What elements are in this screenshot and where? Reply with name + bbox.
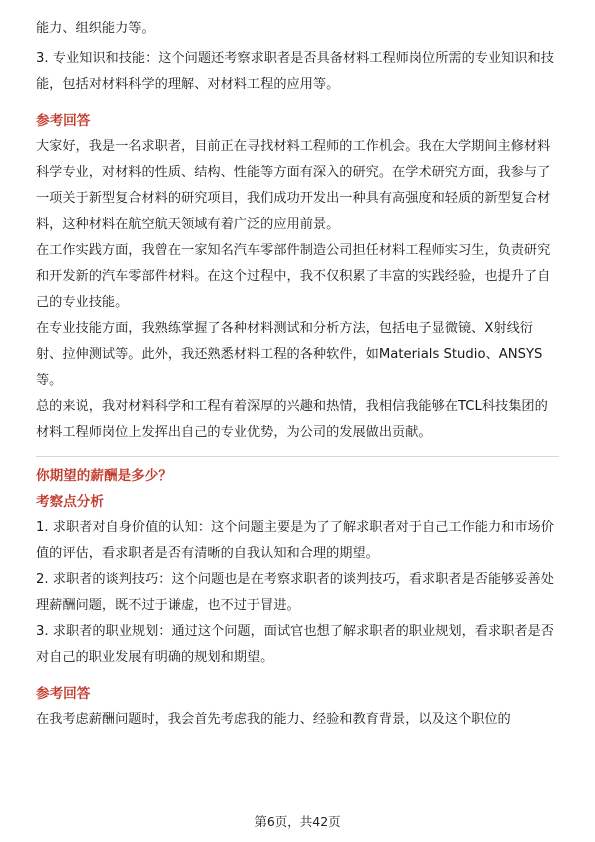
answer-paragraph: 在工作实践方面，我曾在一家知名汽车零部件制造公司担任材料工程师实习生，负责研究和开发新的汽车零部件材料。在这个过程中，我不仅积累了丰富的实践经验，也提升了自己的专业技能。 bbox=[36, 243, 551, 310]
analysis-point-3: 3. 专业知识和技能：这个问题还考察求职者是否具备材料工程师岗位所需的专业知识和技能，包括对材料科学的理解、对材料工程的应用等。 bbox=[36, 51, 554, 92]
section-divider bbox=[36, 456, 559, 457]
analysis-heading: 考察点分析 bbox=[36, 494, 104, 510]
analysis-point: 1. 求职者对自身价值的认知：这个问题主要是为了了解求职者对于自己工作能力和市场价值的评估，看求职者是否有清晰的自我认知和合理的期望。 bbox=[36, 520, 554, 561]
reference-answer-heading: 参考回答 bbox=[36, 113, 91, 129]
reference-answer-heading-2: 参考回答 bbox=[36, 686, 91, 702]
answer-paragraph: 在专业技能方面，我熟练掌握了各种材料测试和分析方法，包括电子显微镜、X射线衍射、拉伸测试等。此外，我还熟悉材料工程的各种软件，如Materials Studio、ANSYS等。 bbox=[36, 321, 543, 388]
answer-paragraph-start: 在我考虑薪酬问题时，我会首先考虑我的能力、经验和教育背景，以及这个职位的 bbox=[36, 712, 511, 727]
answer-paragraph: 大家好，我是一名求职者，目前正在寻找材料工程师的工作机会。我在大学期间主修材料科学专业，对材料的性质、结构、性能等方面有深入的研究。在学术研究方面，我参与了一项关于新型复合材料的研究项目，我们成功开发出一种具有高强度和轻质的新型复合材料，这种材料在航空航天领域有着广泛的应用前景。 bbox=[36, 139, 551, 232]
question-heading: 你期望的薪酬是多少？ bbox=[36, 468, 172, 484]
page-content bbox=[36, 16, 559, 733]
analysis-point: 2. 求职者的谈判技巧：这个问题也是在考察求职者的谈判技巧，看求职者是否能够妥善处理薪酬问题，既不过于谦虚，也不过于冒进。 bbox=[36, 572, 554, 613]
answer-paragraph: 总的来说，我对材料科学和工程有着深厚的兴趣和热情，我相信我能够在TCL科技集团的材料工程师岗位上发挥出自己的专业优势，为公司的发展做出贡献。 bbox=[36, 399, 548, 440]
analysis-point: 3. 求职者的职业规划：通过这个问题，面试官也想了解求职者的职业规划，看求职者是否对自己的职业发展有明确的规划和期望。 bbox=[36, 624, 554, 665]
page-number-footer: 第6页，共42页 bbox=[254, 814, 341, 829]
intro-tail-text: 能力、组织能力等。 bbox=[36, 21, 155, 36]
